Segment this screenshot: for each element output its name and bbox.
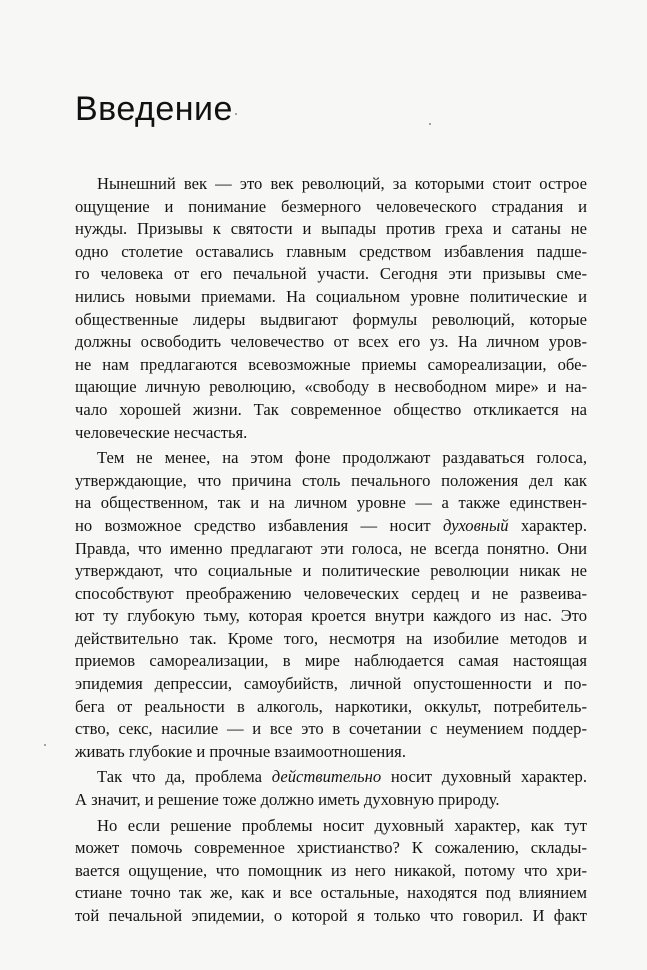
text-line: но возможное средство избавления — носит духовный характер. — [75, 515, 587, 535]
text-line: ют ту глубокую тьму, которая кроется внутри каждого из нас. Это — [75, 606, 587, 626]
text-line: человеческие несчастья. — [75, 422, 248, 442]
paragraph — [75, 173, 587, 444]
emphasis: духовный — [443, 515, 509, 535]
text-line: Тем не менее, на этом фоне продолжают раздаваться голоса, — [97, 448, 587, 468]
text-line: бега от реальности в алкоголь, наркотики, оккульт, потребитель- — [75, 696, 587, 716]
text-line: стиане точно так же, как и все остальные, находятся под влиянием — [75, 883, 587, 903]
print-speck — [235, 113, 237, 115]
text-line: Так что да, проблема действительно носит духовный характер. — [97, 767, 587, 787]
paragraph — [75, 815, 587, 928]
text-line: утверждают, что социальные и политические революции никак не — [75, 561, 587, 581]
text-line: нужды. Призывы к святости и выпады против греха и сатаны не — [75, 219, 587, 239]
text-line: Правда, что именно предлагают эти голоса, не всегда понятно. Они — [75, 538, 587, 558]
body-text — [75, 173, 587, 928]
text-line: го человека от его печальной участи. Сегодня эти призывы сме- — [75, 264, 587, 284]
text-line: утверждающие, что причина столь печального положения дел как — [75, 470, 587, 490]
text-line: эпидемия депрессии, самоубийств, личной опустошенности и по- — [75, 674, 587, 694]
text-line: одно столетие оставались главным средством избавления падше- — [75, 241, 587, 261]
print-speck — [44, 744, 46, 746]
emphasis: действительно — [271, 767, 382, 787]
text-line: живать глубокие и прочные взаимоотношения. — [75, 741, 406, 761]
text-line: Нынешний век — это век революций, за которыми стоит острое — [97, 174, 587, 193]
paragraph — [75, 766, 587, 811]
text-line: нились новыми приемами. На социальном уровне политические и — [75, 286, 587, 306]
text-line: той печальной эпидемии, о которой я только что говорил. И факт — [75, 906, 587, 925]
chapter-heading: Введение — [75, 90, 233, 128]
text-line: на общественном, так и на личном уровне — а также единствен- — [75, 493, 587, 513]
text-line: щающие личную революцию, «свободу в несвободном мире» и на- — [75, 377, 587, 397]
text-line: общественные лидеры выдвигают формулы революций, которые — [75, 309, 587, 329]
text-line: способствуют преображению человеческих сердец и не развеива- — [75, 583, 587, 603]
text-line: должны освободить человечество от всех его уз. На личном уров- — [75, 332, 587, 352]
text-line: ощущение и понимание безмерного человеческого страдания и — [75, 196, 587, 216]
text-line: может помочь современное христианство? К сожалению, склады- — [75, 838, 587, 858]
paragraph — [75, 447, 587, 763]
text-line: не нам предлагаются всевозможные приемы самореализации, обе- — [75, 354, 587, 374]
text-line: действительно так. Кроме того, несмотря на изобилие методов и — [75, 628, 587, 648]
text-line: А значит, и решение тоже должно иметь духовную природу. — [75, 790, 500, 810]
text-line: чало хорошей жизни. Так современное общество откликается на — [75, 399, 587, 419]
text-line: Но если решение проблемы носит духовный характер, как тут — [97, 815, 587, 835]
print-speck — [429, 123, 431, 125]
text-line: приемов самореализации, в мире наблюдается самая настоящая — [75, 651, 587, 671]
text-line: ство, секс, насилие — и все это в сочетании с неумением поддер- — [75, 719, 587, 739]
text-line: вается ощущение, что помощник из него никакой, потому что хри- — [75, 860, 587, 880]
